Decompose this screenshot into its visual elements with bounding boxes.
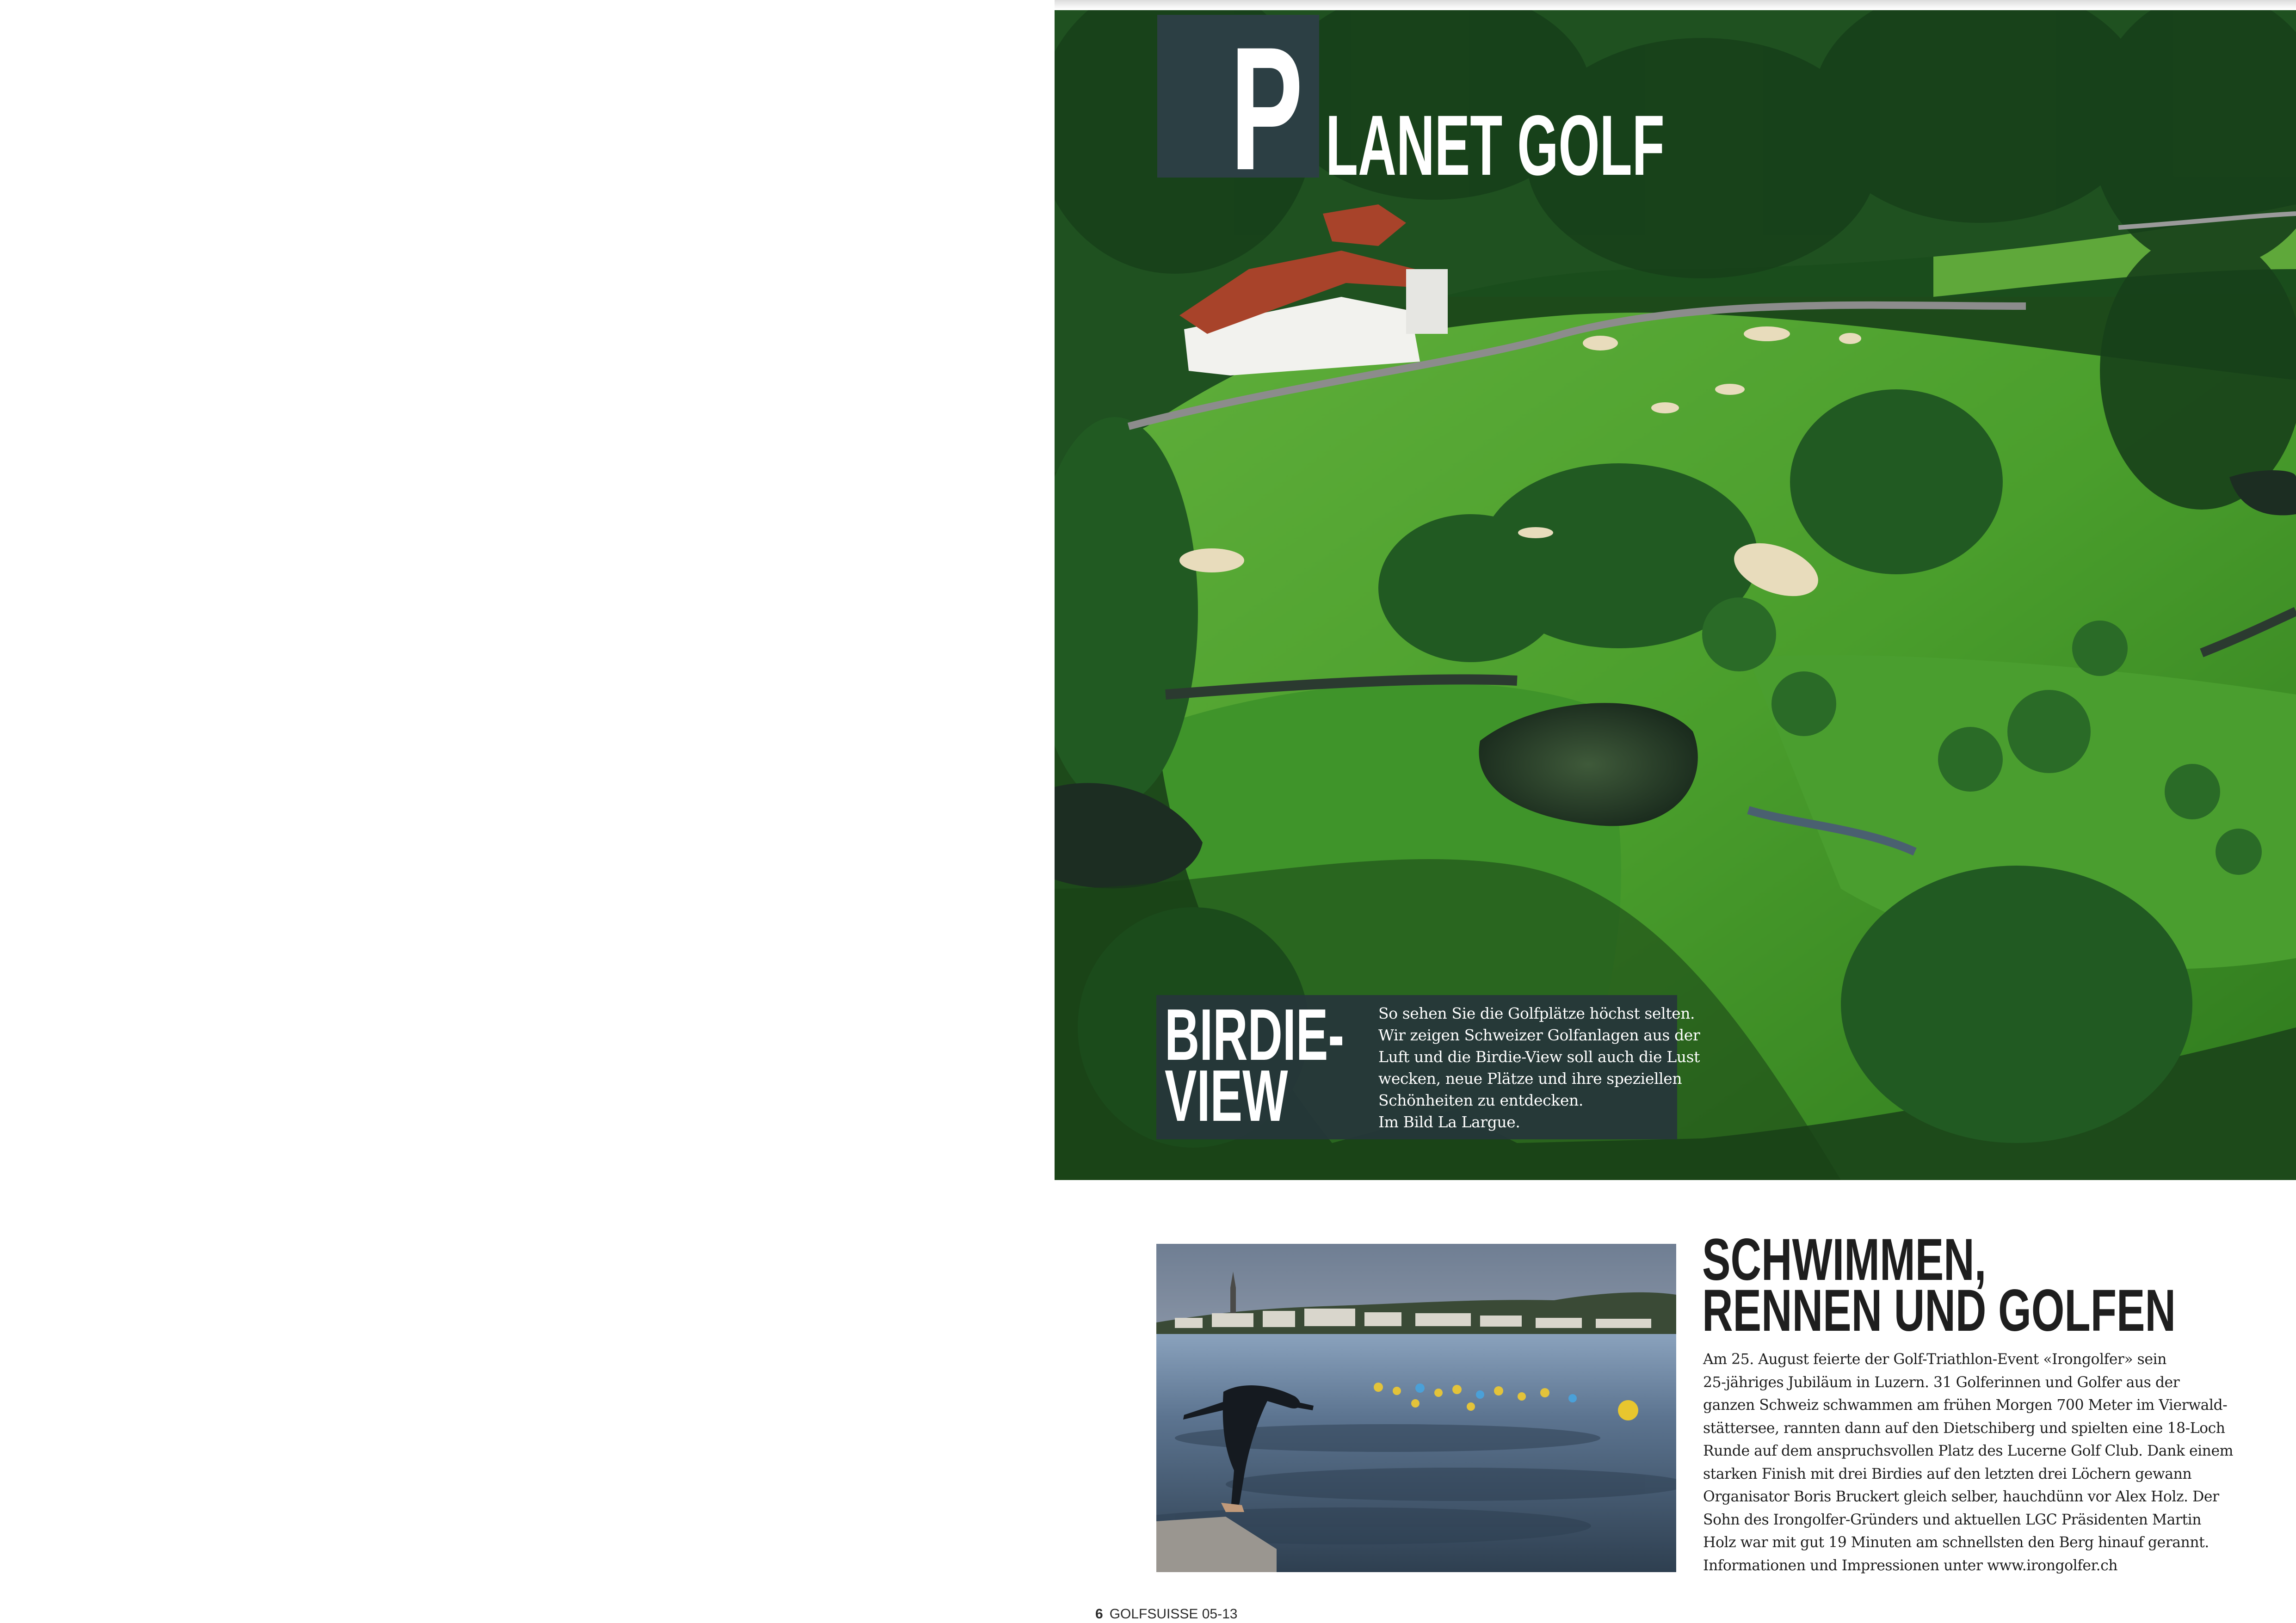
article-headline: SCHWIMMEN, RENNEN UND GOLFEN [1702,1227,2176,1344]
birdie-view-caption: So sehen Sie die Golfplätze höchst selten. Wir zeigen Schweizer Golfanlagen aus Luft und die Birdie-View soll auch die wecken, neue Plätze und ihre speziellen Schönheiten zu entdecken. Im Bild La Largue. [1378,1004,1695,1131]
publication-name: GOLFSUISSE 05-13 [1109,1606,1238,1622]
birdie-view-title: BIRDIE- VIEW [1165,994,1345,1137]
article-body: Am 25. August feierte der Golf-Triathlon-Event «Irongolfer» sein 25-jähriges Jubiläum in Luzern. 31 Golferinnen und Golfer aus der ganzen Schweiz schwammen am frühen Morgen 700 Meter im Vierwald- stättersee, rannten dann auf den Dietschiberg und spielten eine 18-Loch Runde auf dem anspruchsvollen Platz des Lucerne Golf Club. Dank einem starken Finish mit drei Birdies auf den letzten drei Löchern gewann Organisator Boris Bruckert gleich selber, hauchdünn vor Alex Holz. Der Sohn des Irongolfer-Gründers und aktuellen LGC Präsidenten Martin Holz war mit gut 19 Minuten am schnellsten den Berg hinauf gerannt. Informationen und Impressionen unter www.irongolfer.ch [1703,1351,2233,1574]
page-footer [1095,1606,1237,1622]
scan-edge [1055,0,2296,9]
page-number: 6 [1095,1606,1103,1622]
section-title: LANET GOLF [1326,98,1665,193]
section-title-initial: P [1230,10,1303,207]
swimmers-lake-photo [1156,1244,1676,1572]
